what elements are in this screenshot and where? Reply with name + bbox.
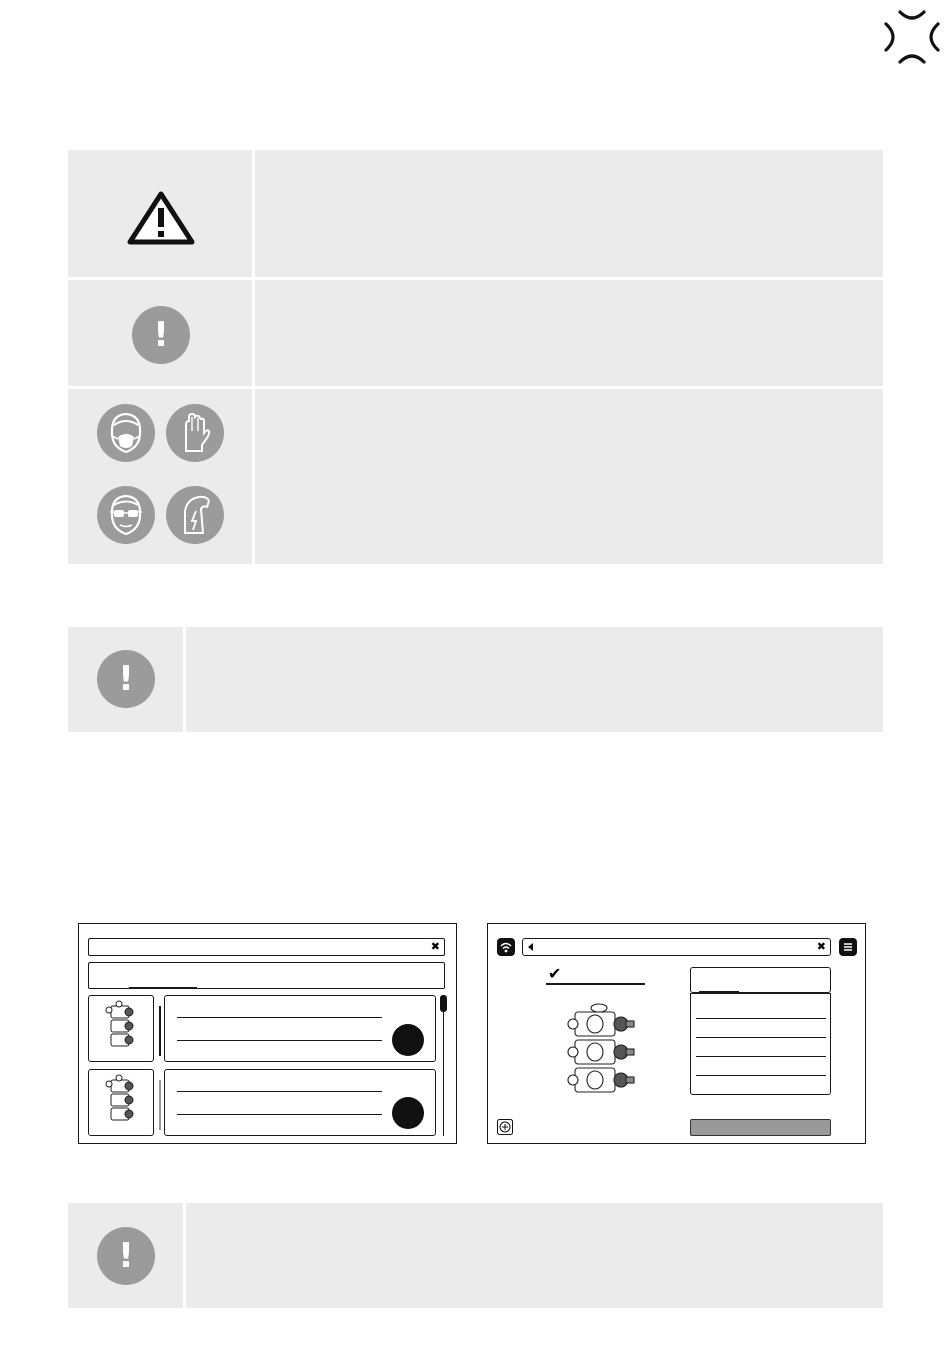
- card-thumbnail[interactable]: [88, 1069, 154, 1136]
- status-dot: [392, 1024, 424, 1056]
- protective-glove-icon: [165, 403, 225, 463]
- safety-goggles-icon: [96, 485, 156, 545]
- menu-icon[interactable]: [839, 938, 857, 956]
- exclamation-circle-icon: !: [132, 306, 190, 364]
- action-button[interactable]: [690, 1119, 831, 1136]
- close-icon[interactable]: ✖: [816, 941, 826, 953]
- scrollbar-track[interactable]: [443, 995, 444, 1136]
- back-arrow-icon[interactable]: [528, 943, 533, 951]
- exclamation-circle-icon: !: [97, 1227, 155, 1285]
- scrollbar-thumb[interactable]: [440, 995, 447, 1012]
- wifi-icon[interactable]: [497, 938, 515, 956]
- respirator-mask-icon: [96, 403, 156, 463]
- title-bar[interactable]: [522, 938, 831, 956]
- safety-table: [68, 150, 883, 564]
- card-thumbnail[interactable]: [88, 995, 154, 1062]
- tab-bar[interactable]: [88, 962, 445, 989]
- valve-assembly-thumbnail: [89, 996, 153, 1061]
- list-item[interactable]: [164, 1069, 436, 1136]
- protective-clothing-icon: [165, 485, 225, 545]
- check-underline: [546, 983, 645, 985]
- valve-assembly-image: [563, 998, 638, 1103]
- close-icon[interactable]: ✖: [430, 941, 440, 953]
- check-icon: ✔: [548, 964, 562, 983]
- device-screen-detail: [487, 923, 866, 1144]
- add-icon[interactable]: [497, 1119, 513, 1135]
- active-tab-indicator: [129, 987, 197, 989]
- device-screen-list: [78, 923, 457, 1144]
- brand-x-logo-icon: [880, 6, 944, 68]
- card-separator: [159, 1006, 161, 1056]
- search-bar[interactable]: [88, 938, 445, 956]
- warning-triangle-icon: [126, 190, 196, 246]
- notice-box-1: [68, 627, 883, 732]
- dropdown-field[interactable]: [690, 967, 831, 993]
- card-separator: [159, 1080, 161, 1130]
- notice-box-2: [68, 1203, 883, 1308]
- options-list[interactable]: [690, 993, 831, 1095]
- list-item[interactable]: [164, 995, 436, 1062]
- exclamation-circle-icon: !: [97, 650, 155, 708]
- status-dot: [392, 1097, 424, 1129]
- valve-assembly-thumbnail: [89, 1070, 153, 1135]
